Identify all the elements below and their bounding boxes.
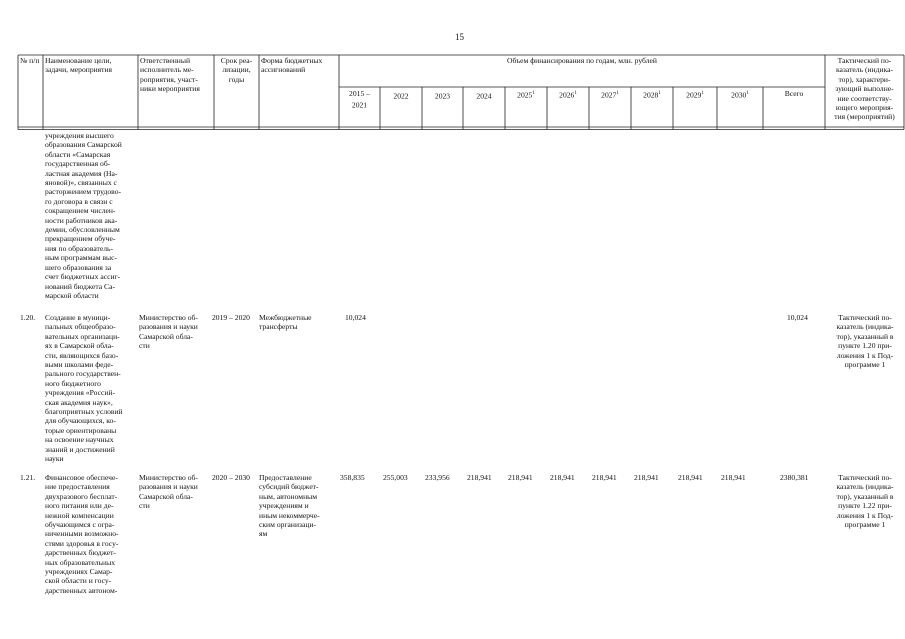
row-value: 218,941: [592, 473, 617, 482]
row-form: Предоставление субсидий бюджет- ным, автономным учреждениям и иным некоммерче- ским организаци- ям: [259, 473, 320, 539]
year-header: 2026$^1$: [559, 90, 577, 100]
row-value: 358,835: [340, 473, 365, 482]
row-period: 2019 – 2020: [212, 313, 250, 322]
total-header: Всего: [784, 89, 804, 98]
year-header: 2024: [476, 91, 492, 101]
row-value: 255,003: [383, 473, 408, 482]
header-period: Срок реа- лизации, годы: [220, 56, 253, 84]
header-num: № п/п: [20, 56, 40, 65]
row-responsible: Министерство об- разования и науки Самарской обла- сти: [139, 473, 198, 511]
year-header: 2023: [434, 91, 451, 101]
row-period: 2020 – 2030: [212, 473, 250, 482]
row-name: Финансовое обеспече- ние предоставления двухразового бесплат- ного питания или де- нежной компенсации обучающимся с огра- ниченными возможно- стями здоровья в госу- дарственных бюджет- ных образовательных учреждениях Самар- ской области и госу- дарственных автоном-: [45, 473, 119, 595]
year-header: 2028$^1$: [643, 90, 661, 100]
row-total: 10,024: [787, 313, 808, 322]
header-finance: Объем финансирования по годам, млн. рублей: [507, 56, 657, 65]
header-responsible: Ответственный исполнитель ме- роприятия, участ- ники мероприятия: [140, 56, 200, 94]
row-value: 218,941: [508, 473, 533, 482]
row-num: 1.20.: [20, 313, 36, 322]
header-form: Форма бюджетных ассигнований: [261, 56, 323, 75]
row-name: Создание в муници- пальных общеобразо- вательных организаци- ях в Самарской обла- сти, являющихся базо- выми школами феде- рального государствен- ного бюджетного учреждения «Россий- ская академия наук», благоприятных условий для обучающихся, ко- торые ориентированы на освоение научных знаний и достижений науки: [45, 313, 123, 464]
row-form: Межбюджетные трансферты: [259, 313, 312, 332]
row-value: 218,941: [678, 473, 703, 482]
row-value: 218,941: [721, 473, 746, 482]
row-value: 218,941: [550, 473, 575, 482]
row-name: учреждения высшего образования Самарской области «Самарская государственная об- ластная академия (На- яновой)», связанных с расторжением трудово- го договора в связи с сокращением числен- ности работников ака- демии, обусловленным прекращением обуче- ния по образователь- ным программам выс- шего образования за счет бюджетных ассиг- нований бюджета Са- марской области: [45, 131, 122, 300]
year-header: 2025$^1$: [517, 90, 535, 100]
year-header: 2030$^1$: [731, 90, 749, 100]
page-number: 15: [455, 32, 464, 42]
row-responsible: Министерство об- разования и науки Самарской обла- сти: [139, 313, 198, 351]
row-value: 218,941: [467, 473, 492, 482]
row-indicator: Тактический по- казатель (индика- тор), указанный в пункте 1.20 при- ложения 1 к Под- программе 1: [836, 313, 894, 370]
year-header: 2029$^1$: [686, 90, 704, 100]
header-indicator: Тактический по- казатель (индика- тор), характери- зующий выполне- ние соответству- ющего мероприя- тия (мероприятий): [834, 56, 895, 122]
header-name: Наименование цели, задачи, мероприятия: [45, 56, 113, 75]
year-header: 2022: [393, 91, 409, 101]
row-value: 233,956: [425, 473, 450, 482]
row-indicator: Тактический по- казатель (индика- тор), указанный в пункте 1.22 при- ложения 1 к Под- программе 1: [836, 473, 894, 530]
year-header: 2015 – 2021: [349, 89, 370, 110]
row-value: 10,024: [345, 313, 366, 322]
row-total: 2380,381: [780, 473, 809, 482]
row-value: 218,941: [634, 473, 659, 482]
row-num: 1.21.: [20, 473, 36, 482]
year-header: 2027$^1$: [601, 90, 619, 100]
